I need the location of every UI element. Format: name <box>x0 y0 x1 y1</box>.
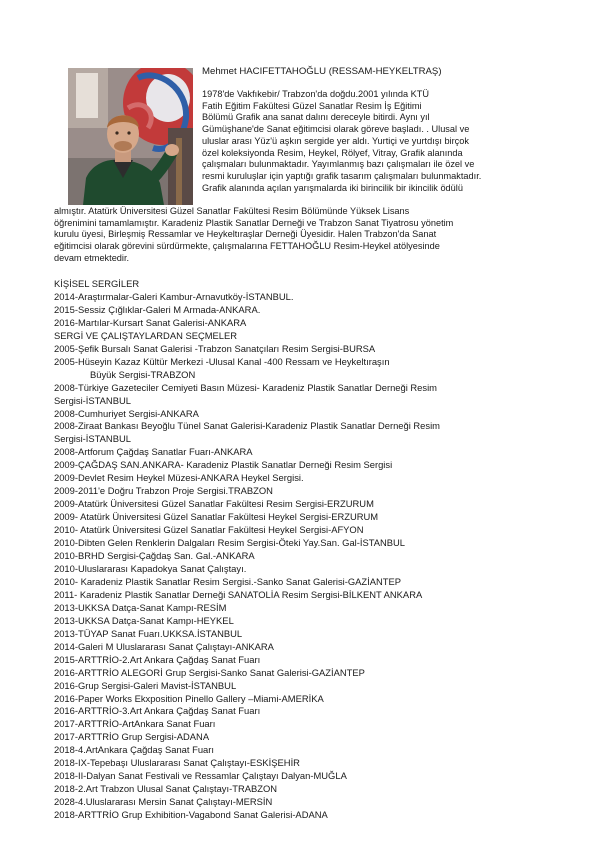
bio-line: Gümüşhane'de Sanat eğitimcisi olarak göreve başladı. . Ulusal ve <box>202 124 470 135</box>
exhibition-item: 2016-ARTTRİO ALEGORİ Grup Sergisi-Sanko Sanat Galerisi-GAZİANTEP <box>54 666 365 678</box>
exhibition-item: 2008-Türkiye Gazeteciler Cemiyeti Basın Müzesi- Karadeniz Plastik Sanatlar Derneği Resim <box>54 381 437 393</box>
bio-line: kurulu üyesi, Birleşmiş Ressamlar ve Heykeltıraşlar Derneği Üyesidir. Halen Trabzon'da Sanat <box>54 229 437 240</box>
exhibition-item: 2015-Sessiz Çığlıklar-Galeri M Armada-ANKARA. <box>54 303 261 315</box>
exhibition-item: 2013-TÜYAP Sanat Fuarı.UKKSA.İSTANBUL <box>54 627 243 639</box>
exhibition-item: 2018-2.Art Trabzon Ulusal Sanat Çalıştayı-TRABZON <box>54 783 278 795</box>
exhibition-item: 2010-BRHD Sergisi-Çağdaş San. Gal.-ANKARA <box>54 550 255 562</box>
exhibition-item: 2009-2011'e Doğru Trabzon Proje Sergisi.TRABZON <box>54 485 273 497</box>
bio-line: almıştır. Atatürk Üniversitesi Güzel Sanatlar Fakültesi Resim Bölümünde Yüksek Lisans <box>54 206 410 216</box>
exhibition-item: 2016-Paper Works Ekxposition Pinello Gallery –Miami-AMERİKA <box>54 692 324 704</box>
exhibition-item: 2008-Cumhuriyet Sergisi-ANKARA <box>54 407 199 419</box>
exhibition-item: 2016-Martılar-Kursart Sanat Galerisi-ANKARA <box>54 316 247 328</box>
bio-line: uluslar arası Yüz'ü aşkın sergide yer aldı. Yurtiçi ve yurtdışı birçok <box>202 135 469 146</box>
biography-body <box>54 206 453 265</box>
bio-line: Bölümü Grafik ana sanat dalını dereceyle bitirdi. Aynı yıl <box>202 112 430 123</box>
exhibition-item: 2005-Hüseyin Kazaz Kültür Merkezi -Ulusal Kanal -400 Ressam ve Heykeltıraşın <box>54 355 390 367</box>
exhibition-item: 2014-Galeri M Uluslararası Sanat Çalıştayı-ANKARA <box>54 640 274 652</box>
exhibition-item: 2009- Atatürk Üniversitesi Güzel Sanatlar Fakültesi Heykel Sergisi-ERZURUM <box>54 511 379 523</box>
bio-line: resmi kuruluşlar için yaptığı grafik tasarım çalışmaları bulunmaktadır. <box>202 170 482 181</box>
bio-line: 1978'de Vakfıkebir/ Trabzon'da doğdu.2001 yılında KTÜ <box>202 89 430 99</box>
exhibition-item: 2008-Ziraat Bankası Beyoğlu Tünel Sanat Galerisi-Karadeniz Plastik Sanatlar Derneği Resim <box>54 420 440 432</box>
exhibition-item: 2009-ÇAĞDAŞ SAN.ANKARA- Karadeniz Plastik Sanatlar Derneği Resim Sergisi <box>54 459 393 471</box>
bio-line: Grafik alanında açılan yarışmalarda iki birincilik bir ikincilik ödülü <box>202 182 463 193</box>
exhibition-item: 2014-Araştırmalar-Galeri Kambur-Arnavutköy-İSTANBUL. <box>54 290 294 302</box>
exhibition-item-continued: Sergisi-İSTANBUL <box>54 394 131 406</box>
section-heading-selected-exhibitions: SERGİ VE ÇALIŞTAYLARDAN SEÇMELER <box>54 329 238 341</box>
exhibition-item: 2005-Şefik Bursalı Sanat Galerisi -Trabzon Sanatçıları Resim Sergisi-BURSA <box>54 342 376 354</box>
biography-intro <box>202 89 547 194</box>
exhibition-item: 2010-Uluslararası Kapadokya Sanat Çalıştayı. <box>54 562 247 574</box>
exhibition-item: 2017-ARTTRİO Grup Sergisi-ADANA <box>54 731 210 743</box>
exhibition-item: 2010- Atatürk Üniversitesi Güzel Sanatlar Fakültesi Heykel Sergisi-AFYON <box>54 524 364 536</box>
exhibition-item: 2011- Karadeniz Plastik Sanatlar Derneği SANATOLİA Resim Sergisi-BİLKENT ANKARA <box>54 588 423 600</box>
bio-line: Fatih Eğitim Fakültesi Güzel Sanatlar Resim İş Eğitimi <box>202 100 422 111</box>
exhibition-item: 2018-II-Dalyan Sanat Festivali ve Ressamlar Çalıştayı Dalyan-MUĞLA <box>54 770 347 782</box>
bio-line: öğrenimini tamamlamıştır. Karadeniz Plastik Sanatlar Derneği ve Trabzon Sanat Tiyatrosu yönetim <box>54 217 454 228</box>
exhibition-item: 2009-Atatürk Üniversitesi Güzel Sanatlar Fakültesi Resim Sergisi-ERZURUM <box>54 498 374 510</box>
exhibition-item: 2017-ARTTRİO-ArtAnkara Sanat Fuarı <box>54 718 216 730</box>
exhibition-item: 2013-UKKSA Datça-Sanat Kampı-HEYKEL <box>54 614 234 626</box>
page-title: Mehmet HACIFETTAHOĞLU (RESSAM-HEYKELTRAŞ) <box>202 66 442 77</box>
artist-photo <box>68 68 193 205</box>
exhibition-item: 2016-Grup Sergisi-Galeri Mavist-İSTANBUL <box>54 679 237 691</box>
exhibition-item: 2016-ARTTRİO-3.Art Ankara Çağdaş Sanat Fuarı <box>54 705 261 717</box>
exhibition-item: 2028-4.Uluslararası Mersin Sanat Çalıştayı-MERSİN <box>54 796 273 808</box>
section-heading-solo-exhibitions: KİŞİSEL SERGİLER <box>54 278 140 289</box>
exhibition-item: 2009-Devlet Resim Heykel Müzesi-ANKARA Heykel Sergisi. <box>54 472 304 484</box>
bio-line: devam etmektedir. <box>54 252 130 263</box>
exhibition-item: 2010- Karadeniz Plastik Sanatlar Resim Sergisi.-Sanko Sanat Galerisi-GAZİANTEP <box>54 575 402 587</box>
exhibition-item: 2010-Dibten Gelen Renklerin Dalgaları Resim Sergisi-Öteki Yay.San. Gal-İSTANBUL <box>54 537 406 549</box>
exhibition-item: 2008-Artforum Çağdaş Sanatlar Fuarı-ANKARA <box>54 446 253 458</box>
exhibition-item-continued: Sergisi-İSTANBUL <box>54 433 131 445</box>
bio-line: eğitimcisi olarak görevini sürdürmekte, çalışmalarına FETTAHOĞLU Resim-Heykel atölyesinde <box>54 241 440 252</box>
exhibition-list <box>54 278 440 822</box>
bio-line: çalışmaları bulunmaktadır. Yayımlanmış bazı çalışmaları ile özel ve <box>202 159 475 170</box>
exhibition-item: 2018-ARTTRİO Grup Exhibition-Vagabond Sanat Galerisi-ADANA <box>54 809 328 821</box>
exhibition-item: 2015-ARTTRİO-2.Art Ankara Çağdaş Sanat Fuarı <box>54 653 261 665</box>
exhibition-item: 2018-IX-Tepebaşı Uluslararası Sanat Çalıştayı-ESKİŞEHİR <box>54 757 300 769</box>
exhibition-item: 2018-4.ArtAnkara Çağdaş Sanat Fuarı <box>54 744 214 756</box>
bio-line: özel koleksiyonda Resim, Heykel, Rölyef, Vitray, Grafik alanında <box>202 147 463 158</box>
exhibition-item: 2013-UKKSA Datça-Sanat Kampı-RESİM <box>54 601 227 613</box>
exhibition-item-continued: Büyük Sergisi-TRABZON <box>90 368 196 380</box>
